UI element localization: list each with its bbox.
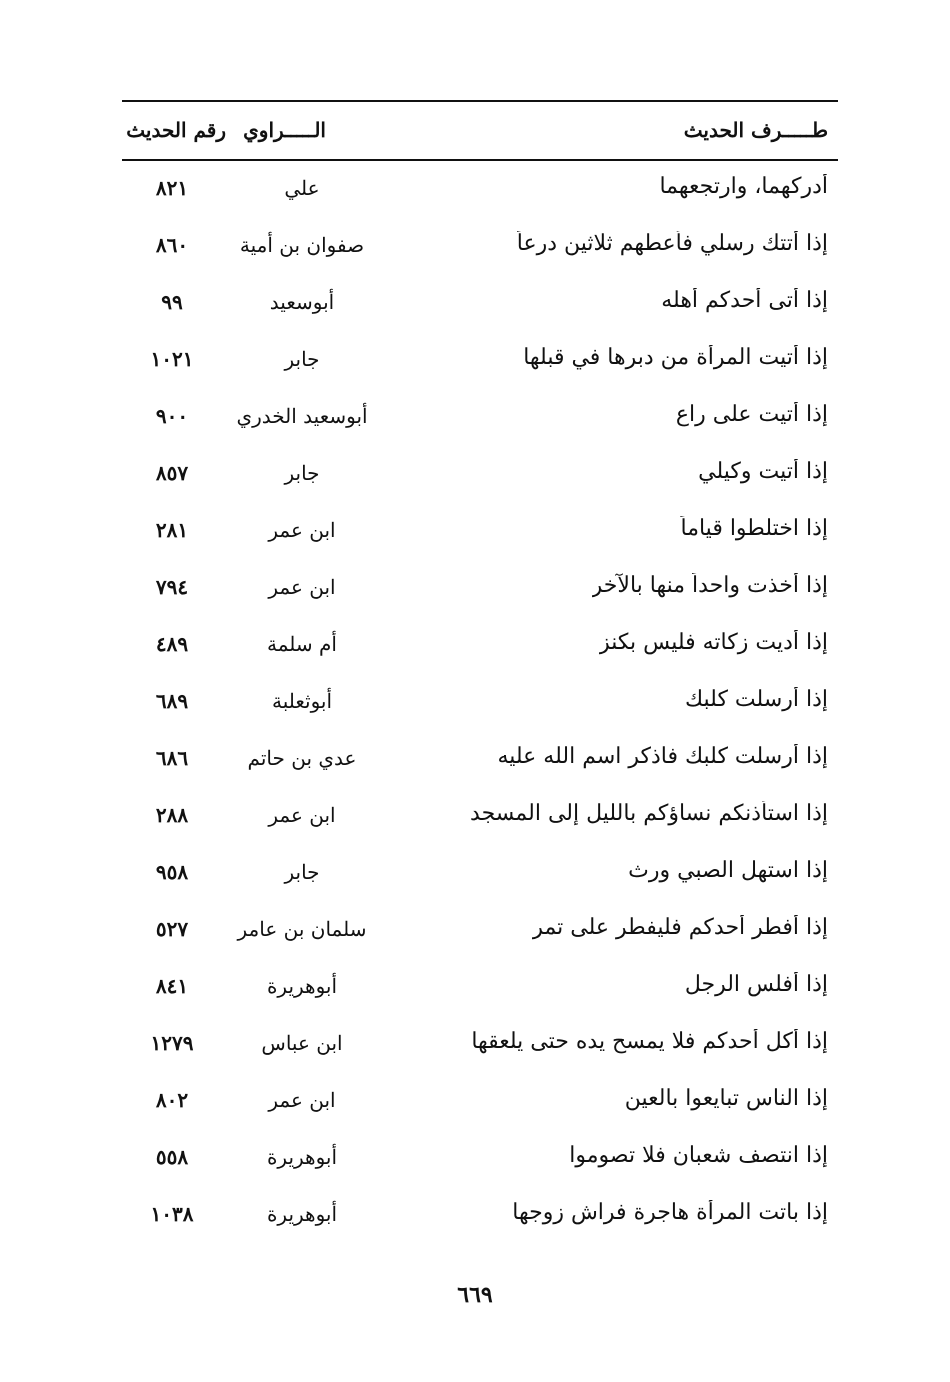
top-rule xyxy=(122,100,838,102)
narrator-name: جابر xyxy=(284,461,320,485)
table-row xyxy=(122,447,838,504)
header-hadith: طـــــرف الحديث xyxy=(683,118,828,142)
hadith-text: إذا استأذنكم نساؤكم بالليل إلى المسجد xyxy=(470,801,828,826)
table-row xyxy=(122,333,838,390)
table-row xyxy=(122,162,838,219)
hadith-text: إذا اختلطوا قياماً xyxy=(680,516,828,541)
table-row xyxy=(122,960,838,1017)
narrator-name: أبوهريرة xyxy=(266,1202,338,1226)
table-row xyxy=(122,618,838,675)
narrator-name: أبوثعلبة xyxy=(271,689,333,713)
hadith-text: إذا أتيت المرأة من دبرها في قبلها xyxy=(523,345,828,370)
narrator-name: أبوهريرة xyxy=(266,1145,338,1169)
narrator-name: أم سلمة xyxy=(267,632,337,656)
header-narrator: الـــــراوي xyxy=(243,118,326,142)
hadith-number: ٨٢١ xyxy=(155,176,189,200)
table-row xyxy=(122,219,838,276)
hadith-text: إذا أتتك رسلي فأعطهم ثلاثين درعاً xyxy=(516,231,828,256)
narrator-name: عدي بن حاتم xyxy=(247,746,357,770)
hadith-number: ٦٨٦ xyxy=(155,746,189,770)
hadith-text: أدركهما، وارتجعهما xyxy=(659,174,828,199)
hadith-number: ١٠٢١ xyxy=(150,347,194,371)
narrator-name: ابن عمر xyxy=(268,518,336,542)
table-row xyxy=(122,846,838,903)
narrator-name: ابن عمر xyxy=(268,575,336,599)
hadith-number: ١٢٧٩ xyxy=(150,1031,194,1055)
hadith-text: إذا أفطر أحدكم فليفطر على تمر xyxy=(532,915,828,940)
table-row xyxy=(122,1188,838,1245)
narrator-name: أبوسعيد xyxy=(269,290,335,314)
hadith-number: ٩٥٨ xyxy=(155,860,189,884)
hadith-text: إذا أرسلت كلبك فاذكر اسم الله عليه xyxy=(497,744,828,769)
hadith-text: إذا أتيت وكيلي xyxy=(698,459,828,484)
hadith-number: ٦٨٩ xyxy=(155,689,189,713)
hadith-text: إذا أخذت واحداً منها بالآخر xyxy=(591,573,828,598)
narrator-name: صفوان بن أمية xyxy=(239,233,365,257)
table-row xyxy=(122,390,838,447)
hadith-number: ١٠٣٨ xyxy=(150,1202,194,1226)
narrator-name: ابن عباس xyxy=(261,1031,343,1055)
hadith-text: إذا باتت المرأة هاجرة فراش زوجها xyxy=(512,1200,828,1225)
hadith-number: ٨٦٠ xyxy=(155,233,189,257)
page-number: ٦٦٩ xyxy=(457,1282,493,1308)
hadith-text: إذا أرسلت كلبك xyxy=(685,687,828,712)
narrator-name: ابن عمر xyxy=(268,803,336,827)
hadith-number: ٢٨٨ xyxy=(155,803,189,827)
table-body xyxy=(122,162,838,1245)
hadith-text: إذا أفلس الرجل xyxy=(684,972,828,997)
narrator-name: سلمان بن عامر xyxy=(237,917,367,941)
hadith-number: ٥٥٨ xyxy=(155,1145,189,1169)
table-row xyxy=(122,903,838,960)
hadith-number: ٤٨٩ xyxy=(155,632,189,656)
hadith-number: ٨٤١ xyxy=(155,974,189,998)
hadith-number: ٩٩ xyxy=(161,290,183,314)
hadith-text: إذا أديت زكاته فليس بكنز xyxy=(599,630,828,655)
table-row xyxy=(122,675,838,732)
hadith-number: ٩٠٠ xyxy=(155,404,189,428)
table-row xyxy=(122,561,838,618)
hadith-number: ٧٩٤ xyxy=(155,575,189,599)
table-row xyxy=(122,1017,838,1074)
hadith-text: إذا أكل أحدكم فلا يمسح يده حتى يلعقها xyxy=(471,1029,828,1054)
hadith-text: إذا أتيت على راع xyxy=(675,402,828,427)
narrator-name: جابر xyxy=(284,347,320,371)
table-row xyxy=(122,1074,838,1131)
table-row xyxy=(122,1131,838,1188)
narrator-name: أبوهريرة xyxy=(266,974,338,998)
table-row xyxy=(122,789,838,846)
narrator-name: ابن عمر xyxy=(268,1088,336,1112)
hadith-text: إذا أتى أحدكم أهله xyxy=(661,288,828,313)
narrator-name: أبوسعيد الخدري xyxy=(236,404,368,428)
table-row xyxy=(122,276,838,333)
hadith-text: إذا انتصف شعبان فلا تصوموا xyxy=(569,1143,828,1168)
header-rule xyxy=(122,159,838,161)
narrator-name: جابر xyxy=(284,860,320,884)
narrator-name: علي xyxy=(284,176,320,200)
hadith-number: ٨٠٢ xyxy=(155,1088,189,1112)
hadith-text: إذا استهل الصبي ورث xyxy=(628,858,828,883)
hadith-number: ٥٢٧ xyxy=(155,917,189,941)
table-row xyxy=(122,504,838,561)
table-header xyxy=(122,112,838,152)
hadith-number: ٨٥٧ xyxy=(155,461,189,485)
hadith-text: إذا الناس تبايعوا بالعين xyxy=(624,1086,828,1111)
header-number: رقم الحديث xyxy=(126,118,226,142)
table-row xyxy=(122,732,838,789)
hadith-number: ٢٨١ xyxy=(155,518,189,542)
